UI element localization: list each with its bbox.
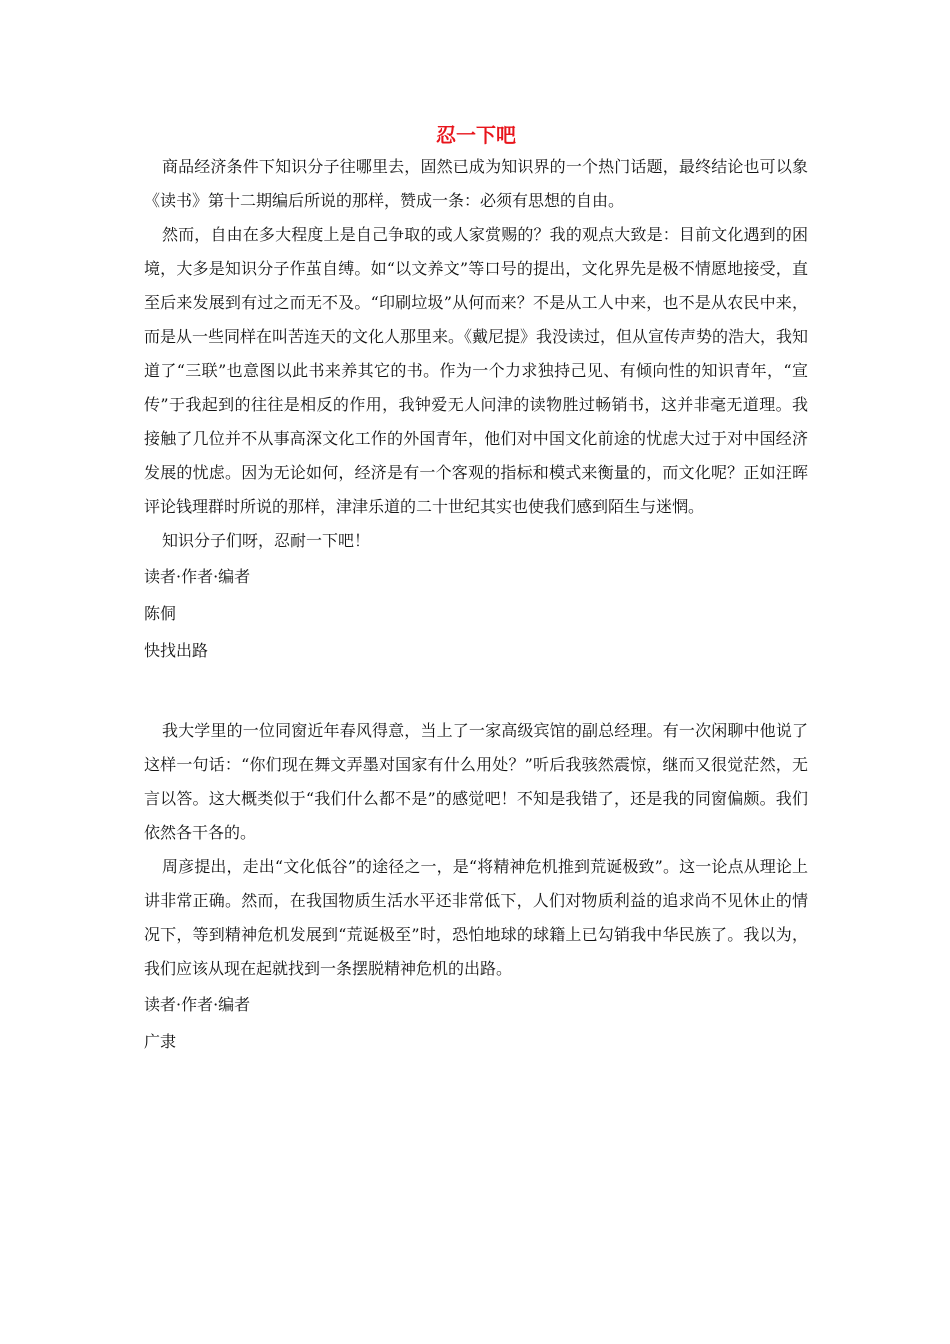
column-name: 读者·作者·编者 bbox=[144, 995, 251, 1014]
article-paragraph: 周彦提出，走出“文化低谷”的途径之一，是“将精神危机推到荒诞极致”。这一论点从理论上讲非常正确。然而，在我国物质生活水平还非常低下，人们对物质利益的追求尚不见休止的情况下，等到精神危机发展到“荒诞极至”时，恐怕地球的球籍上已勾销我中华民族了。我以为，我们应该从现在起就找到一条摆脱精神危机的出路。 bbox=[144, 857, 808, 978]
article-paragraph: 商品经济条件下知识分子往哪里去，固然已成为知识界的一个热门话题，最终结论也可以象《读书》第十二期编后所说的那样，赞成一条：必须有思想的自由。 bbox=[144, 157, 808, 210]
document-page bbox=[144, 120, 808, 1060]
article-title: 忍一下吧 bbox=[436, 123, 516, 147]
author-name: 陈侗 bbox=[144, 604, 177, 623]
author-name: 广隶 bbox=[144, 1032, 177, 1051]
section-spacer bbox=[144, 669, 808, 714]
column-name: 读者·作者·编者 bbox=[144, 567, 251, 586]
article-paragraph: 知识分子们呀，忍耐一下吧！ bbox=[162, 531, 371, 550]
article-title: 快找出路 bbox=[144, 641, 209, 660]
article-paragraph: 我大学里的一位同窗近年春风得意，当上了一家高级宾馆的副总经理。有一次闲聊中他说了这样一句话：“你们现在舞文弄墨对国家有什么用处？”听后我骇然震惊，继而又很觉茫然，无言以答。这大概类似于“我们什么都不是”的感觉吧！不知是我错了，还是我的同窗偏颇。我们依然各干各的。 bbox=[144, 721, 808, 842]
article-paragraph: 然而，自由在多大程度上是自己争取的或人家赏赐的？我的观点大致是：目前文化遇到的困境，大多是知识分子作茧自缚。如“以文养文”等口号的提出，文化界先是极不情愿地接受，直至后来发展到有过之而无不及。“印刷垃圾”从何而来？不是从工人中来，也不是从农民中来，而是从一些同样在叫苦连天的文化人那里来。《戴尼提》我没读过，但从宣传声势的浩大，我知道了“三联”也意图以此书来养其它的书。作为一个力求独持己见、有倾向性的知识青年，“宣传”于我起到的往往是相反的作用，我钟爱无人问津的读物胜过畅销书，这并非毫无道理。我接触了几位并不从事高深文化工作的外国青年，他们对中国文化前途的忧虑大过于对中国经济发展的忧虑。因为无论如何，经济是有一个客观的指标和模式来衡量的，而文化呢？正如汪晖评论钱理群时所说的那样，津津乐道的二十世纪其实也使我们感到陌生与迷惘。 bbox=[144, 225, 809, 516]
